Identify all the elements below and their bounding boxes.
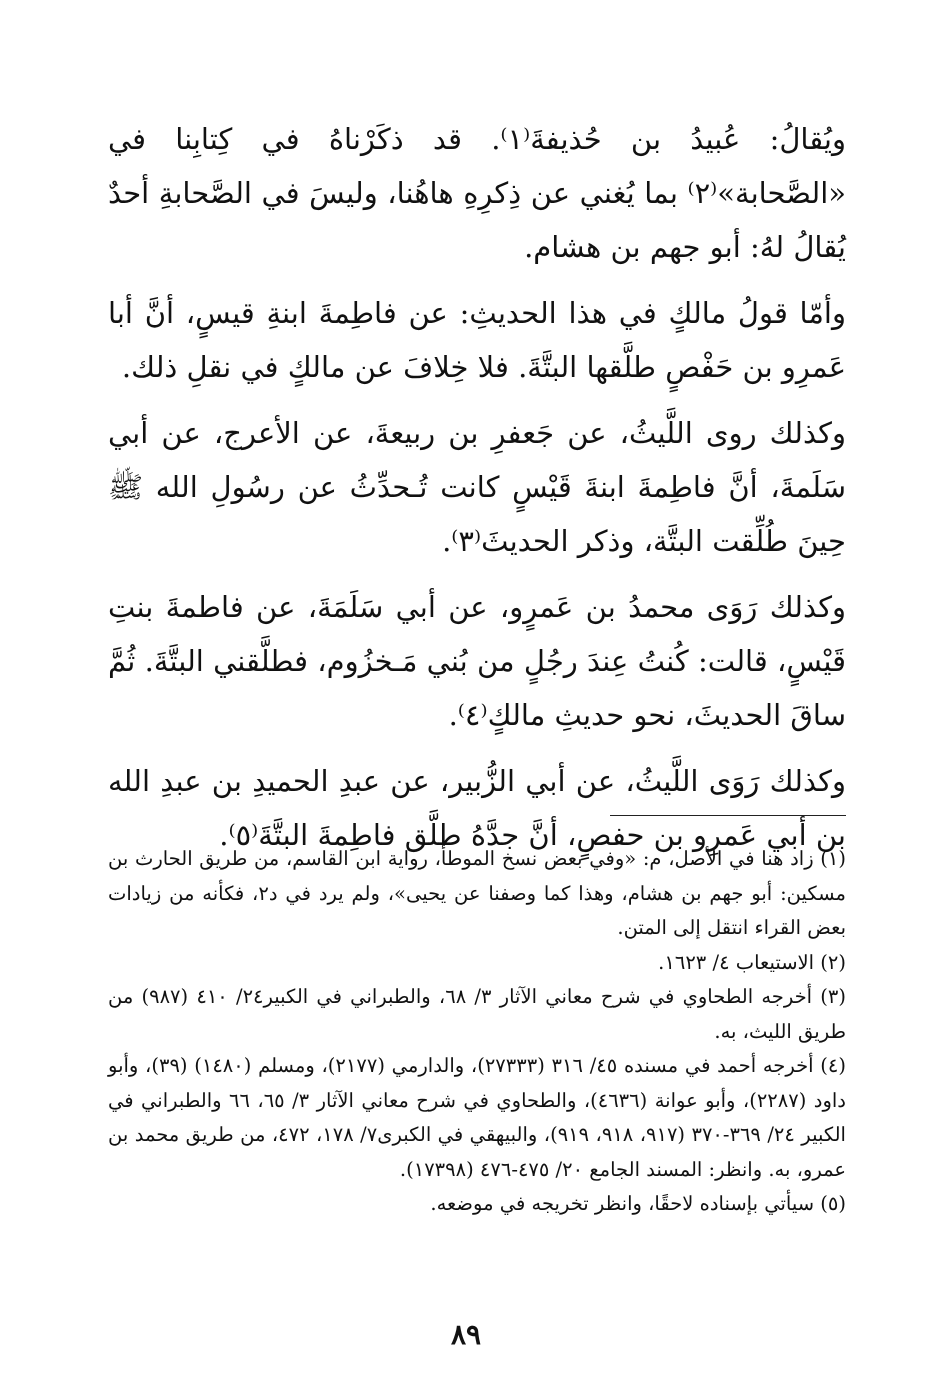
paragraph-5: وكذلك رَوَى اللَّيثُ، عن أبي الزُّبير، عن عبدِ الحميدِ بن عبدِ الله بن أبي عَمرِو بن حفصٍ، أنَّ جدَّهُ طلَّق فاطِمةَ البتَّةَ⁽٥⁾. [108,764,846,852]
footnotes [108,842,846,1222]
footnote-1: (١) زاد هنا في الأصل، م: «وفي بعض نسخ الموطأ، رواية ابن القاسم، من طريق الحارث بن مسكين: أبو جهم بن هشام، وهذا كما وصفنا عن يحيى»، ولم يرد في د٢، فكأنه من زيادات بعض القراء انتقل إلى المتن. [108,847,846,939]
main-text [108,112,846,874]
paragraph-2: وأمّا قولُ مالكٍ في هذا الحديثِ: عن فاطِمةَ ابنةِ قيسٍ، أنَّ أبا عَمرِو بن حَفْصٍ طلَّقها البتَّةَ. فلا خِلافَ عن مالكٍ في نقلِ ذلك. [108,296,846,384]
footnote-3: (٣) أخرجه الطحاوي في شرح معاني الآثار ٣/ ٦٨، والطبراني في الكبير٢٤/ ٤١٠ (٩٨٧) من طريق الليث، به. [108,985,846,1043]
paragraph-4: وكذلك رَوَى محمدُ بن عَمرٍو، عن أبي سَلَمَةَ، عن فاطمةَ بنتِ قَيْسٍ، قالت: كُنتُ عِندَ رجُلٍ من بُني مَـخزُوم، فطلَّقني البتَّةَ. ثُمَّ ساقَ الحديثَ، نحو حديثِ مالكٍ⁽٤⁾. [108,590,846,732]
paragraph-3: وكذلك روى اللَّيثُ، عن جَعفرِ بن ربيعةَ، عن الأعرج، عن أبي سَلَمةَ، أنَّ فاطِمةَ ابنةَ قَيْسٍ كانت تُـحدِّثُ عن رسُولِ الله ﷺ حِينَ طُلِّقت البتَّة، وذكر الحديثَ⁽٣⁾. [108,416,846,558]
footnote-5: (٥) سيأتي بإسناده لاحقًا، وانظر تخريجه في موضعه. [430,1192,846,1215]
footnote-separator [610,815,846,816]
page-number: ٨٩ [450,1318,482,1351]
footnote-4: (٤) أخرجه أحمد في مسنده ٤٥/ ٣١٦ (٢٧٣٣٣)، والدارمي (٢١٧٧)، ومسلم (١٤٨٠) (٣٩)، وأبو داود (٢٢٨٧)، وأبو عوانة (٤٦٣٦)، والطحاوي في شرح معاني الآثار ٣/ ٦٥، ٦٦ والطبراني في الكبير ٢٤/ ٣٦٩-٣٧٠ (٩١٧، ٩١٨، ٩١٩)، والبيهقي في الكبرى٧/ ١٧٨، ٤٧٢، من طريق محمد بن عمرو، به. وانظر: المسند الجامع ٢٠/ ٤٧٥-٤٧٦ (١٧٣٩٨). [108,1054,846,1181]
paragraph-1: ويُقالُ: عُبيدُ بن حُذيفةَ⁽١⁾. قد ذكَرْناهُ في كِتابِنا في «الصَّحابة»⁽٢⁾ بما يُغني عن ذِكرِهِ هاهُنا، وليسَ في الصَّحابةِ أحدٌ يُقالُ لهُ: أبو جهم بن هشام. [108,122,846,264]
footnote-2: (٢) الاستيعاب ٤/ ١٦٢٣. [658,950,846,974]
